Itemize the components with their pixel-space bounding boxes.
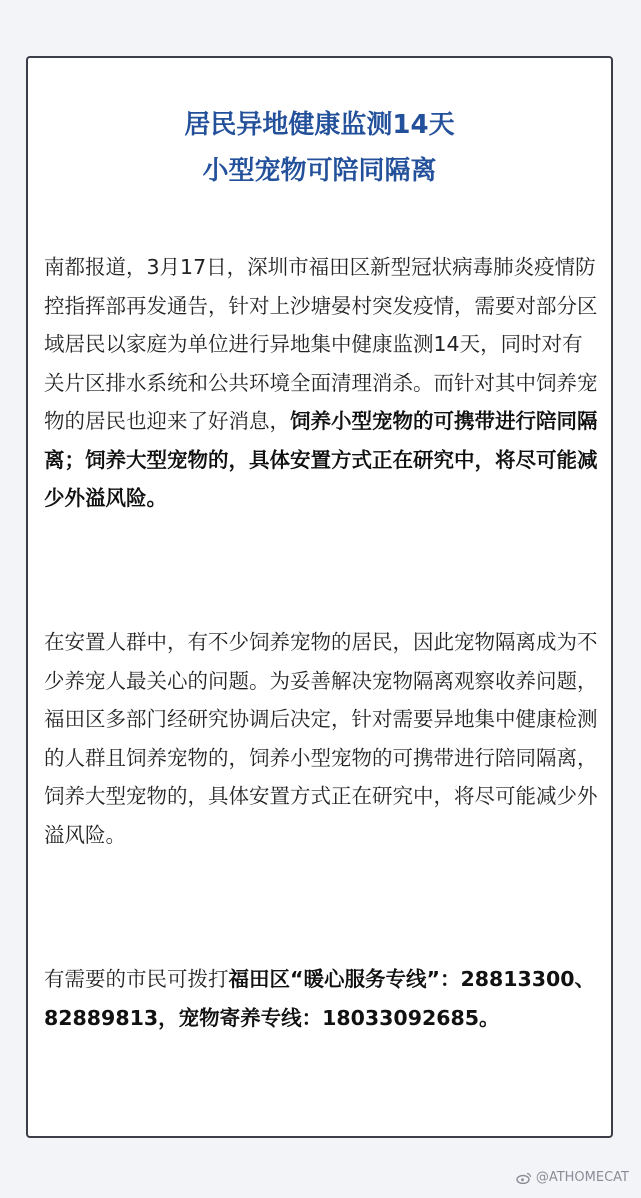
paragraph-details-text: 在安置人群中，有不少饲养宠物的居民，因此宠物隔离成为不少养宠人最关心的问题。为妥善解决宠物隔离观察收养问题，福田区多部门经研究协调后决定，针对需要异地集中健康检测的人群且饲养宠物的，饲养小型宠物的可携带进行陪同隔离，饲养大型宠物的，具体安置方式正在研究中，将尽可能减少外溢风险。 (44, 630, 598, 847)
paragraph-hotline-numbers: 福田区“暖心服务专线”：28813300、82889813，宠物寄养专线：18033092685。 (44, 967, 596, 1030)
notice-card (26, 56, 613, 1138)
paragraph-report-highlight: 饲养小型宠物的可携带进行陪同隔离；饲养大型宠物的，具体安置方式正在研究中，将尽可能减少外溢风险。 (44, 409, 598, 510)
headline (28, 102, 611, 194)
paragraph-hotline-text: 有需要的市民可拨打 (44, 967, 229, 991)
headline-line-2: 小型宠物可陪同隔离 (202, 156, 437, 186)
watermark-text: @ATHOMECAT (535, 1170, 629, 1185)
paragraph-details (44, 623, 600, 854)
weibo-icon (516, 1172, 532, 1184)
headline-line-1: 居民异地健康监测14天 (184, 110, 455, 140)
paragraph-report (44, 248, 600, 518)
paragraph-report-text: 南都报道，3月17日，深圳市福田区新型冠状病毒肺炎疫情防控指挥部再发通告，针对上沙塘晏村突发疫情，需要对部分区域居民以家庭为单位进行异地集中健康监测14天，同时对有关片区排水系统和公共环境全面清理消杀。而针对其中饲养宠物的居民也迎来了好消息， (44, 255, 598, 433)
watermark (516, 1170, 629, 1186)
paragraph-hotline (44, 960, 600, 1037)
